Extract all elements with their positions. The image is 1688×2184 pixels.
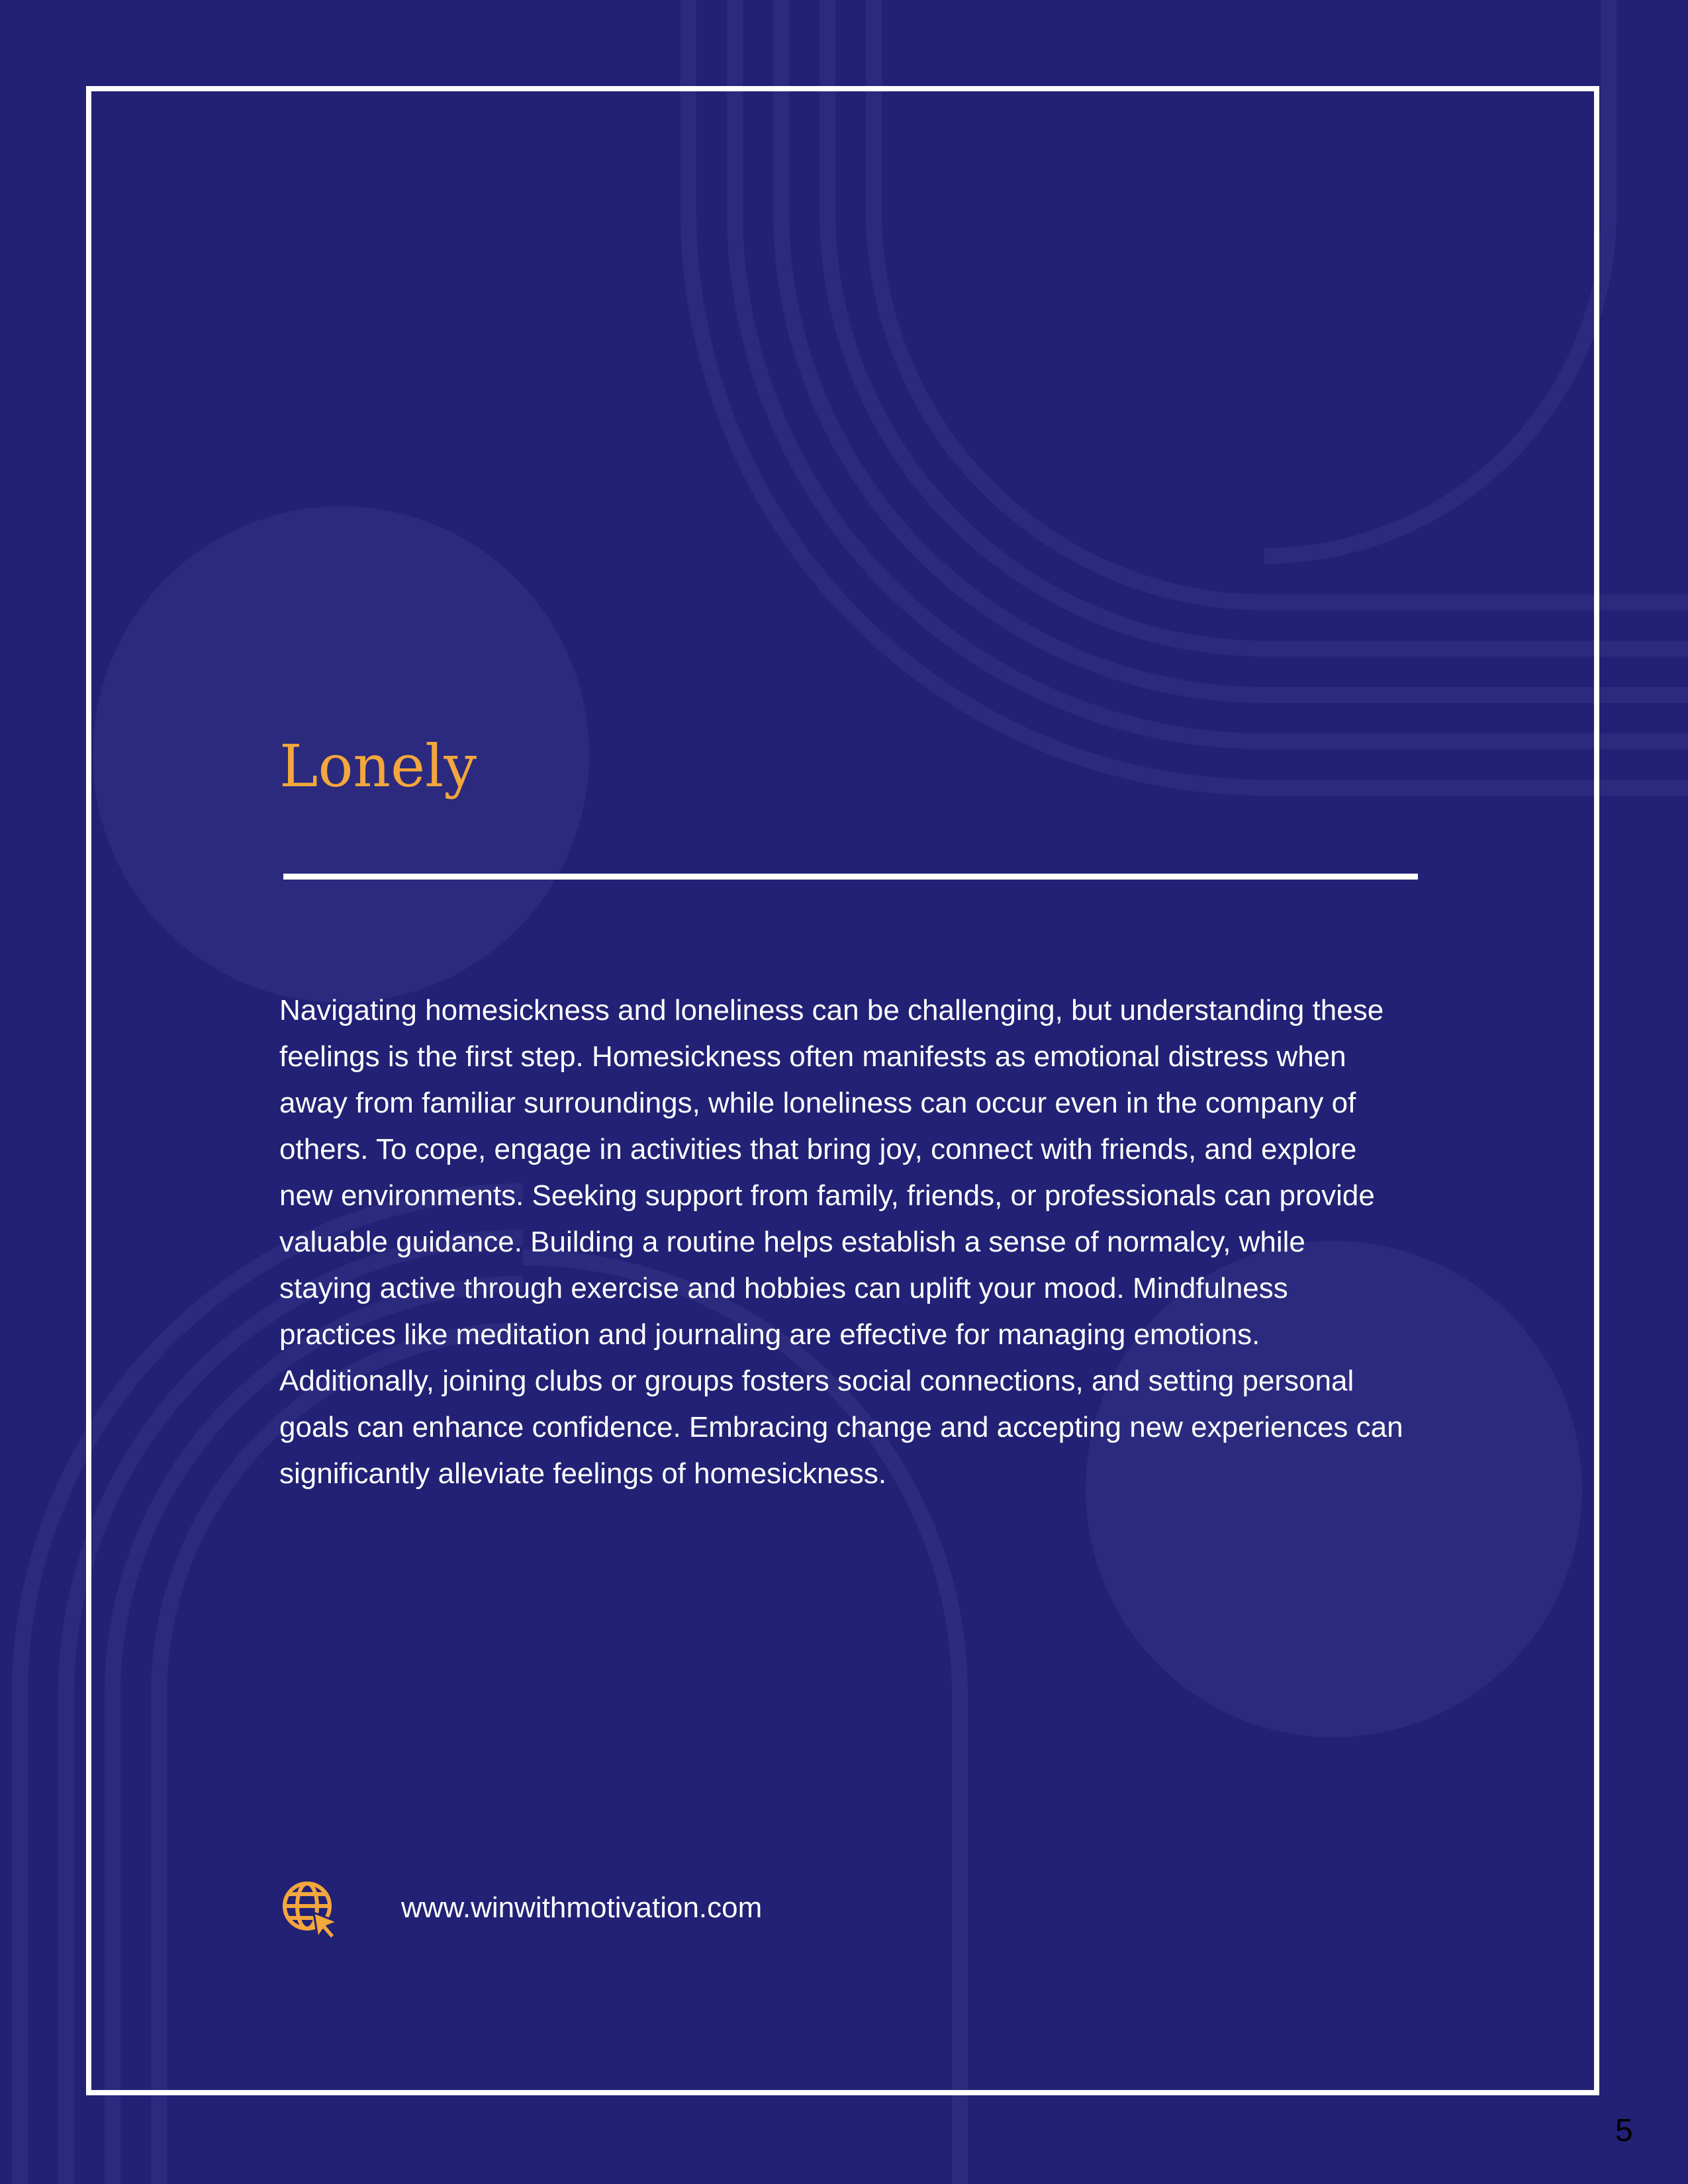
page-number: 5 [1615,2113,1633,2148]
website-link[interactable]: www.winwithmotivation.com [401,1891,763,1924]
body-paragraph: Navigating homesickness and loneliness can be challenging, but understanding these feelings is the first step. Homesickness often manifests as emotional distress when away from familiar surroundings, while loneliness can occur even in the company of others. To cope, engage in activities that bring joy, connect with friends, and explore new environments. Seeking support from family, friends, or professionals can provide valuable guidance. Building a routine helps establish a sense of normalcy, while staying active through exercise and hobbies can uplift your mood. Mindfulness practices like meditation and journaling are effective for managing emotions. Additionally, joining clubs or groups fosters social connections, and setting personal goals can enhance confidence. Embracing change and accepting new experiences can significantly alleviate feelings of homesickness. [279,994,1403,1490]
globe-cursor-icon [281,1880,342,1940]
title-divider [283,874,1418,880]
page-title: Lonely [279,732,477,800]
